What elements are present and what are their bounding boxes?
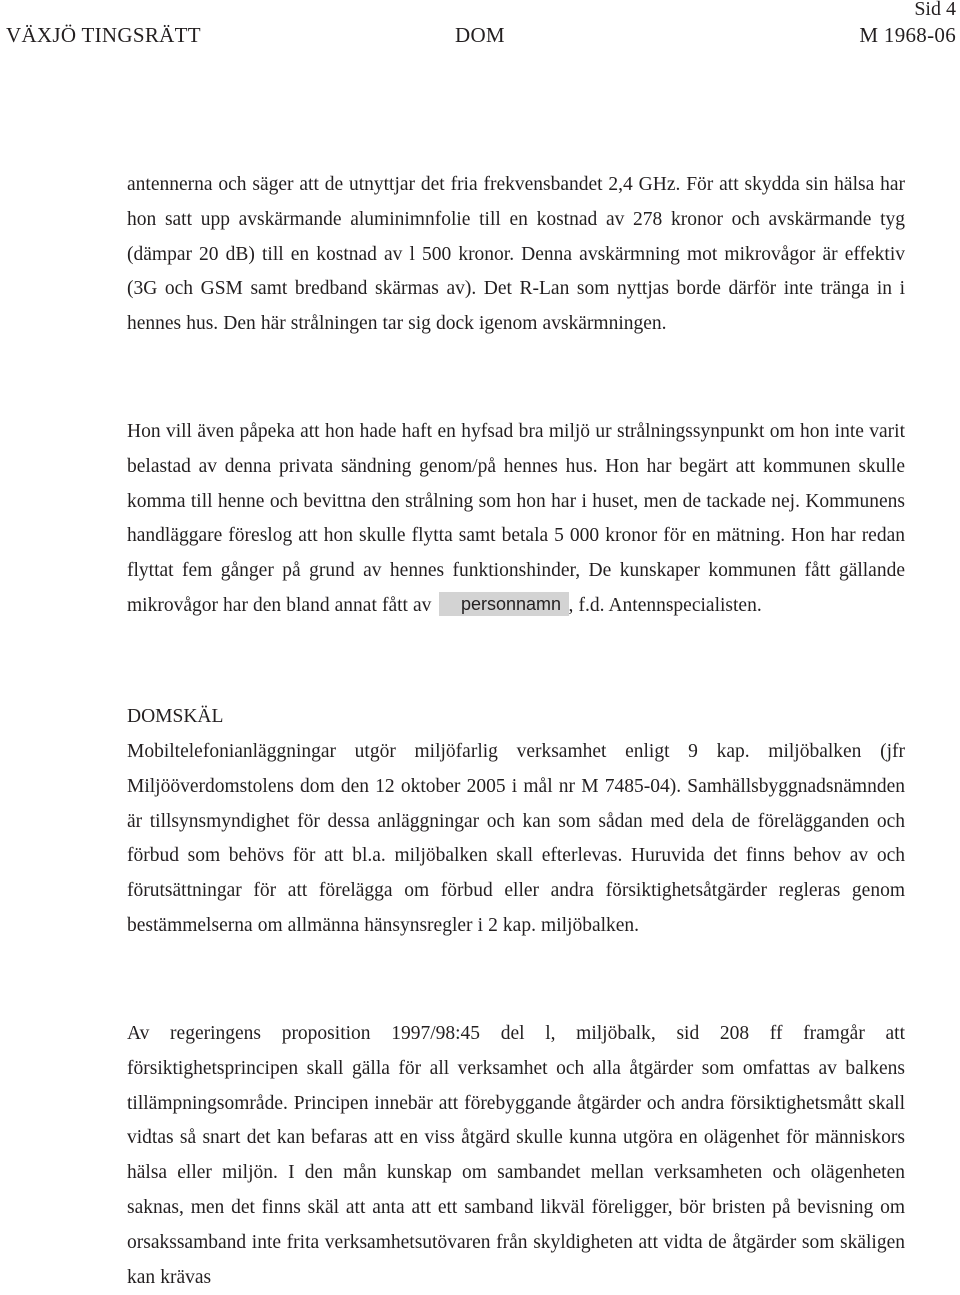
document-type: DOM [455, 23, 505, 47]
paragraph-precautionary-principle: Av regeringens proposition 1997/98:45 del l, miljöbalk, sid 208 ff framgår att försiktighetsprincipen skall gälla för all verksamhet och alla åtgärder som omfattas av balkens tillämpningsområde. Principen innebär att förebyggande åtgärder och andra försiktighetsmått skall vidtas så snart det kan befaras att en viss åtgärd skulle kunna utgöra en olägenhet för människors hälsa eller miljön. I den mån kunskap om sambandet mellan verksamheten och olägenheten saknas, men det finns skäl att anta att ett samband likväl föreligger, bör bristen på bevisning om orsakssamband inte frita verksamhetsutövaren från skyldigheten att vidta de åtgärder som skäligen kan krävas [127, 1023, 905, 1288]
paragraph-complaint-text: Hon vill även påpeka att hon hade haft en hyfsad bra miljö ur strålningssynpunkt om hon inte varit belastad av denna privata sändning genom/på hennes hus. Hon har begärt att kommunen skulle komma till henne och bevittna den strålning som hon har i huset, men de tackade nej. Kommunens handläggare föreslog att hon skulle flytta samt betala 5 000 kronor för en mätning. Hon har redan flyttat fem gånger på grund av hennes funktionshinder, De kunskaper kommunen fått gällande mikrovågor har den bland annat fått av [127, 421, 905, 616]
paragraph-complaint [127, 415, 905, 624]
paragraph-antenna-shielding: antennerna och säger att de utnyttjar det fria frekvensbandet 2,4 GHz. För att skydda sin hälsa har hon satt upp avskärmande aluminimnfolie till en kostnad av 278 kronor och avskärmande tyg (dämpar 20 dB) till en kostnad av l 500 kronor. Denna avskärmning mot mikrovågor är effektiv (3G och GSM samt bredband skärmas av). Det R-Lan som nyttjas borde därför inte tränga in i hennes hus. Den här strålningen tar sig dock igenom avskärmningen. [127, 174, 905, 335]
paragraph-legal-basis: Mobiltelefonianläggningar utgör miljöfarlig verksamhet enligt 9 kap. miljöbalken (jfr Miljööverdomstolens dom den 12 oktober 2005 i mål nr M 7485-04). Samhällsbyggnadsnämnden är tillsynsmyndighet för dessa anläggningar och kan som sådan med dela de förelägganden och förbud som behövs för att bl.a. miljöbalken skall efterlevas. Huruvida det finns behov av och förutsättningar för att förelägga om förbud eller andra försiktighetsåtgärder regleras genom bestämmelserna om allmänna hänsynsregler i 2 kap. miljöbalken. [127, 741, 905, 936]
redacted-name: personnamn [439, 592, 569, 616]
court-name: VÄXJÖ TINGSRÄTT [6, 23, 201, 47]
case-number: M 1968-06 [859, 23, 956, 47]
document-header [6, 20, 958, 50]
paragraph-complaint-end: , f.d. Antennspecialisten. [568, 594, 762, 616]
page-number: Sid 4 [914, 0, 956, 20]
section-heading-domskal: DOMSKÄL [127, 706, 224, 727]
